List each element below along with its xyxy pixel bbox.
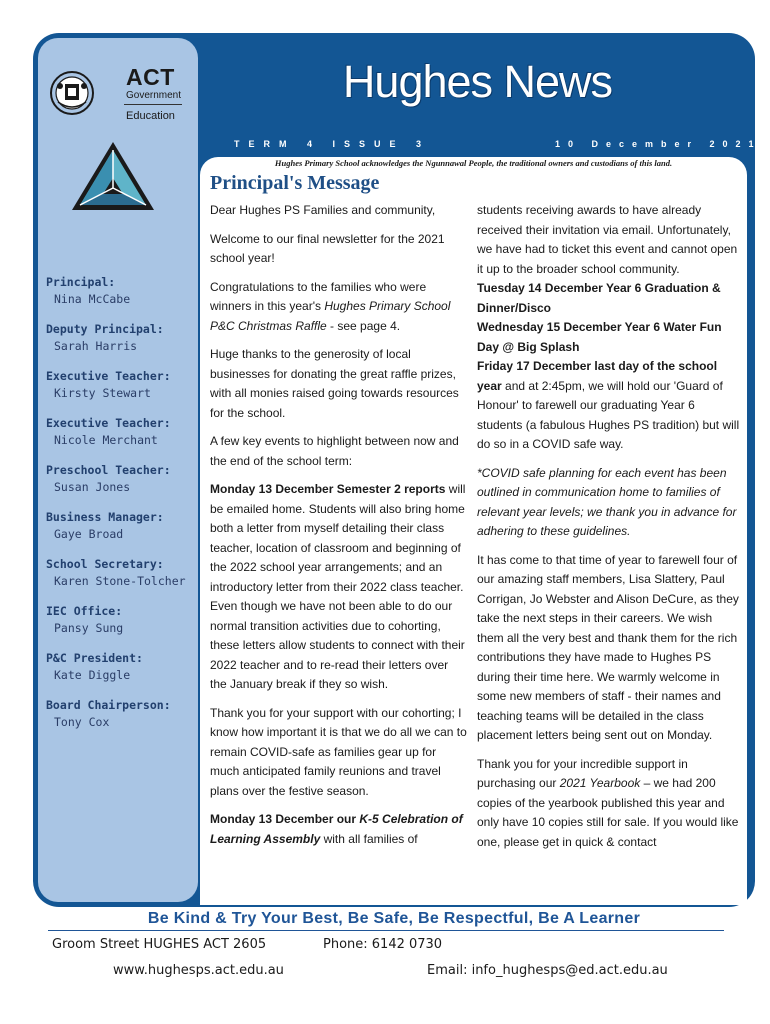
paragraph: students receiving awards to have already received their invitation via email. Unfortunately, we have had to ticket this event and cannot open it up to the broader school community. — [477, 203, 738, 276]
staff-role: P&C President: — [46, 651, 143, 665]
staff-role: Principal: — [46, 275, 116, 289]
text-run: and at 2:45pm, we will hold our 'Guard of Honour' to farewell our graduating Year 6 students (a fabulous Hughes PS tradition) but will do so in a COVID safe way. — [477, 378, 740, 451]
event-heading: Monday 13 December our — [210, 812, 360, 826]
staff-role: Executive Teacher: — [46, 369, 171, 383]
paragraph: Huge thanks to the generosity of local businesses for donating the great raffle prizes, with all monies raised going towards resources for the school. — [210, 347, 459, 420]
paragraph — [210, 480, 468, 695]
footer-divider — [48, 930, 724, 931]
staff-name: Karen Stone-Tolcher — [54, 574, 186, 588]
event-heading: Friday 17 December last day of the school year — [477, 359, 718, 393]
event-item — [477, 279, 740, 318]
staff-name: Susan Jones — [54, 480, 131, 494]
staff-role: Board Chairperson: — [46, 698, 171, 712]
issue-date: 10 December 2021 — [555, 139, 762, 149]
act-logo-text: ACT — [126, 64, 175, 90]
staff-entry — [46, 651, 196, 698]
staff-name: Nicole Merchant — [54, 433, 158, 447]
staff-list — [46, 275, 196, 745]
school-address: Groom Street HUGHES ACT 2605 — [52, 937, 267, 952]
paragraph — [210, 810, 468, 849]
covid-note — [477, 464, 740, 542]
staff-role: IEC Office: — [46, 604, 123, 618]
staff-entry — [46, 557, 196, 604]
staff-name: Tony Cox — [54, 715, 110, 729]
text-run: – we had 200 copies of the yearbook published this year and only have 10 copies still for sale. If you would like one, please get in quick & contact — [477, 776, 739, 849]
staff-entry — [46, 369, 196, 416]
paragraph: Dear Hughes PS Families and community, — [210, 203, 436, 217]
staff-role: Business Manager: — [46, 510, 164, 524]
school-motto: Be Kind & Try Your Best, Be Safe, Be Respectful, Be A Learner — [147, 910, 641, 927]
staff-entry — [46, 322, 196, 369]
article-column-1 — [210, 201, 468, 858]
yearbook-title: 2021 Yearbook — [559, 776, 641, 790]
staff-entry — [46, 416, 196, 463]
act-education-text: Education — [126, 110, 175, 122]
staff-entry — [46, 604, 196, 651]
staff-name: Kirsty Stewart — [54, 386, 151, 400]
staff-entry — [46, 698, 196, 745]
text-run: Congratulations to the families who were winners in this year's — [210, 279, 427, 313]
paragraph: It has come to that time of year to farewell four of our amazing staff members, Lisa Slattery, Paul Corrigan, Jo Webster and Alison DeCure, as they take the next steps in their careers. We wish them all the very best and thank them for the rich contributions they have made to Hughes PS during their time here. We warmly welcome in some new members of staff - their names and teaching teams will be detailed in the class placement letters being sent out on Monday. — [477, 552, 739, 742]
logo-divider — [124, 104, 182, 105]
event-heading: Monday 13 December Semester 2 reports — [210, 482, 446, 496]
newsletter-title: Hughes News — [342, 56, 613, 107]
article-heading: Principal's Message — [210, 172, 380, 194]
school-email: Email: info_hughesps@ed.act.edu.au — [427, 963, 668, 978]
school-phone: Phone: 6142 0730 — [323, 937, 443, 952]
staff-name: Gaye Broad — [54, 527, 124, 541]
paragraph: Welcome to our final newsletter for the 2021 school year! — [210, 231, 445, 265]
text-run: Thank you for your incredible support in purchasing our — [477, 756, 688, 790]
event-heading: Tuesday 14 December Year 6 Graduation & Dinner/Disco — [477, 281, 721, 315]
text-run: with all families of — [320, 831, 418, 846]
issue-label: TERM 4 ISSUE 3 — [234, 139, 431, 149]
event-item — [477, 318, 740, 357]
paragraph — [477, 755, 740, 853]
staff-entry — [46, 463, 196, 510]
school-website: www.hughesps.act.edu.au — [113, 963, 284, 978]
staff-role: Executive Teacher: — [46, 416, 171, 430]
event-item — [477, 357, 740, 455]
text-run: will be emailed home. Students will also bring home both a letter from myself detailing their class teacher, location of classroom and beginning of the 2022 school year arrangements; and an introductory letter from their 2022 class teacher. Even though we have not been able to do our normal transition activities due to cohorting, these letters allow students to connect with their 2022 teacher and to re-read their letters over the January break if they so wish. — [210, 482, 466, 691]
article-column-2 — [477, 201, 740, 861]
text-run: - see page 4. — [326, 318, 401, 333]
paragraph — [210, 278, 468, 337]
staff-name: Kate Diggle — [54, 668, 131, 682]
staff-role: Deputy Principal: — [46, 322, 164, 336]
event-title: K-5 Celebration of Learning Assembly — [210, 812, 463, 846]
raffle-title: Hughes Primary School P&C Christmas Raffle — [210, 299, 451, 333]
staff-role: Preschool Teacher: — [46, 463, 171, 477]
paragraph: A few key events to highlight between now and the end of the school term: — [210, 434, 459, 468]
event-heading: Wednesday 15 December Year 6 Water Fun Day @ Big Splash — [477, 320, 722, 354]
staff-name: Nina McCabe — [54, 292, 131, 306]
paragraph: Thank you for your support with our cohorting; I know how important it is that we do all we can to remain COVID-safe as families gear up for much anticipated family reunions and travel plans over the festive season. — [210, 705, 467, 798]
staff-entry — [46, 275, 196, 322]
acknowledgement-of-country: Hughes Primary School acknowledges the Ngunnawal People, the traditional owners and custodians of this land. — [274, 158, 673, 168]
school-emblem-icon — [68, 138, 158, 214]
staff-name: Pansy Sung — [54, 621, 124, 635]
staff-role: School Secretary: — [46, 557, 164, 571]
staff-entry — [46, 510, 196, 557]
act-government-text: Government — [126, 90, 182, 101]
staff-name: Sarah Harris — [54, 339, 138, 353]
text-run: *COVID safe planning for each event has been outlined in communication home to families of relevant year levels; we thank you in advance for adhering to these guidelines. — [477, 465, 737, 538]
